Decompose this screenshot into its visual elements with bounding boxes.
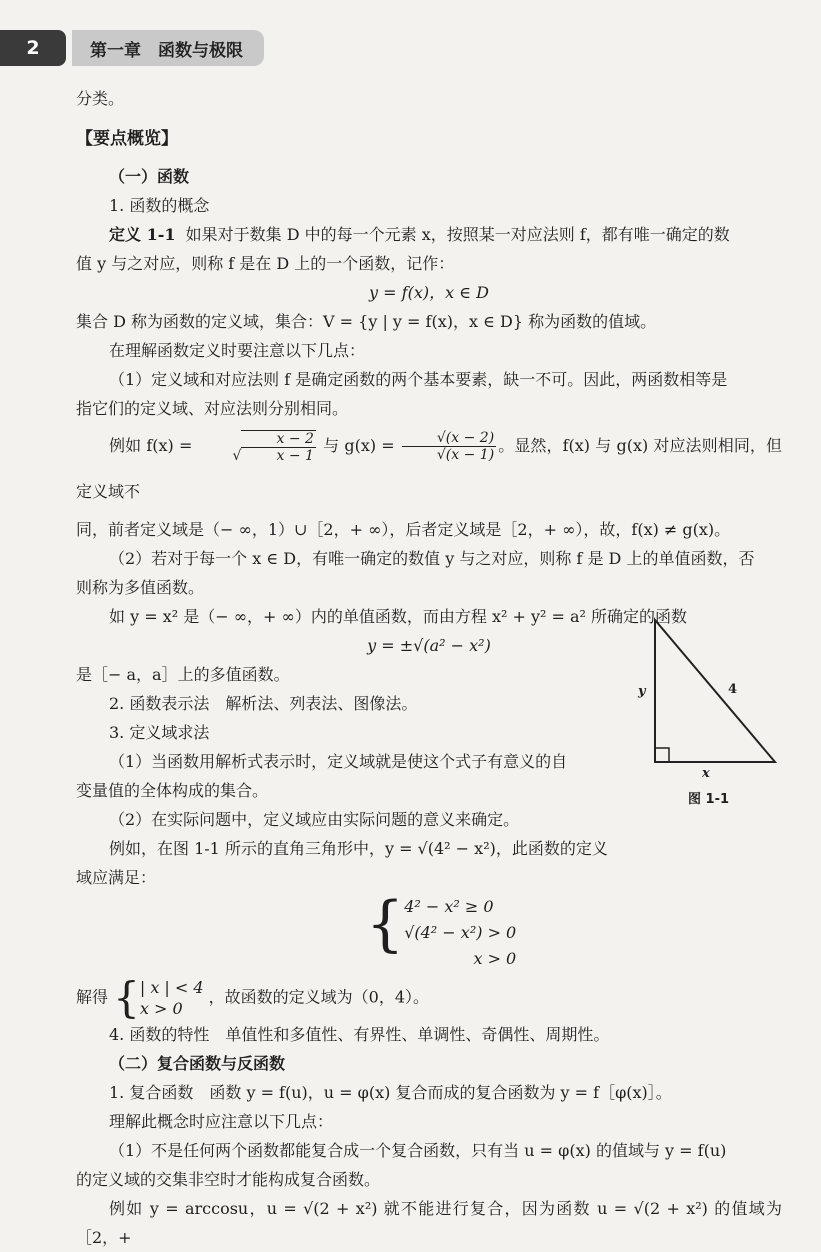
triangle-shape <box>655 620 775 762</box>
example-middle: 与 g(x) = <box>323 436 395 455</box>
equation-system <box>76 889 782 972</box>
chapter-title: 第一章 函数与极限 <box>72 30 264 66</box>
right-angle-mark <box>655 748 669 762</box>
text-line: 3. 定义域求法 <box>109 723 210 742</box>
text-line: （1）不是任何两个函数都能复合成一个复合函数，只有当 u = φ(x) 的值域与 y = f(u) <box>109 1141 727 1160</box>
system-row: 4² − x² ≥ 0 <box>404 897 494 916</box>
page-number: 2 <box>0 30 66 66</box>
definition <box>76 220 782 249</box>
text-line: 1. 函数的概念 <box>109 196 210 215</box>
text-line: 集合 D 称为函数的定义域，集合：V = {y | y = f(x)，x ∈ D} 称为函数的值域。 <box>76 312 657 331</box>
solution-prefix: 解得 <box>76 987 109 1007</box>
text-line: 域应满足： <box>76 868 157 887</box>
text-line: 如 y = x² 是（− ∞，+ ∞）内的单值函数，而由方程 x² + y² = a² 所确定的函数 <box>109 607 688 626</box>
section-heading: 【要点概览】 <box>76 129 178 149</box>
fraction-denominator: √(x − 1) <box>436 447 495 463</box>
definition-label: 定义 1-1 <box>109 225 176 244</box>
fraction <box>402 430 496 463</box>
solution-suffix: ，故函数的定义域为（0，4）。 <box>208 987 430 1007</box>
figure-caption: 图 1-1 <box>688 792 730 807</box>
example-line <box>76 423 782 515</box>
system-row: x > 0 <box>473 949 517 968</box>
left-brace-icon: { <box>113 973 140 1022</box>
subsection-heading: （一）函数 <box>109 167 190 186</box>
equation: y = ±√(a² − x²) <box>367 636 491 655</box>
page-header <box>0 30 265 66</box>
right-triangle-figure <box>630 612 790 812</box>
text-line: （2）在实际问题中，定义域应由实际问题的意义来确定。 <box>109 810 520 829</box>
text-line: （2）若对于每一个 x ∈ D，有唯一确定的数值 y 与之对应，则称 f 是 D 上的单值函数，否 <box>109 549 755 568</box>
fraction: √ $\frac{x - 2}{x - 1}$ <box>232 430 314 464</box>
text-line: 同，前者定义域是（− ∞，1）∪［2，+ ∞），后者定义域是［2，+ ∞），故，f(x) ≠ g(x)。 <box>76 520 731 539</box>
example-suffix: 。显然，f(x) 与 g(x) 对应法则相同，但定义域不 <box>76 436 782 501</box>
text-line: 分类。 <box>76 89 125 108</box>
label-x: x <box>702 766 710 781</box>
label-y: y <box>638 684 646 699</box>
system-row: | x | < 4 <box>139 978 204 997</box>
example-prefix: 例如 f(x) = <box>109 436 193 455</box>
solution-line <box>76 973 782 1022</box>
left-brace-icon: { <box>366 889 405 959</box>
text-line: 指它们的定义域、对应法则分别相同。 <box>76 399 349 418</box>
fraction-denominator: x − 1 <box>276 447 314 464</box>
text-line: 在理解函数定义时要注意以下几点： <box>109 341 366 360</box>
text-line: （1）定义域和对应法则 f 是确定函数的两个基本要素，缺一不可。因此，两函数相等是 <box>109 370 728 389</box>
text-line: 例如，在图 1-1 所示的直角三角形中，y = √(4² − x²)，此函数的定义 <box>109 839 608 858</box>
equation: y = f(x)，x ∈ D <box>369 283 489 302</box>
text-line: 的定义域的交集非空时才能构成复合函数。 <box>76 1170 381 1189</box>
text-line: 例如 y = arccosu，u = √(2 + x²) 就不能进行复合，因为函数 u = √(2 + x²) 的值域为［2，+ <box>76 1199 782 1247</box>
text-line: 则称为多值函数。 <box>76 578 205 597</box>
text-line: 4. 函数的特性 单值性和多值性、有界性、单调性、奇偶性、周期性。 <box>109 1025 610 1044</box>
subsection-heading: （二）复合函数与反函数 <box>109 1054 286 1073</box>
system-row: x > 0 <box>139 999 183 1018</box>
text-line: 1. 复合函数 函数 y = f(u)，u = φ(x) 复合而成的复合函数为 y = f［φ(x)］。 <box>109 1083 672 1102</box>
triangle-diagram <box>630 612 790 782</box>
text-line: （1）当函数用解析式表示时，定义域就是使这个式子有意义的自 <box>109 752 568 771</box>
text-line: 值 y 与之对应，则称 f 是在 D 上的一个函数，记作： <box>76 254 455 273</box>
fraction-numerator: x − 2 <box>241 431 315 448</box>
label-hypotenuse: 4 <box>728 682 738 697</box>
text-line: 变量值的全体构成的集合。 <box>76 781 269 800</box>
system-row: √(4² − x²) > 0 <box>404 923 517 942</box>
fraction-numerator: √(x − 2) <box>402 430 496 447</box>
text-line: 理解此概念时应注意以下几点： <box>109 1112 334 1131</box>
text-line: 是［− a，a］上的多值函数。 <box>76 665 290 684</box>
definition-text: 如果对于数集 D 中的每一个元素 x，按照某一对应法则 f，都有唯一确定的数 <box>185 225 730 244</box>
text-line: 2. 函数表示法 解析法、列表法、图像法。 <box>109 694 418 713</box>
